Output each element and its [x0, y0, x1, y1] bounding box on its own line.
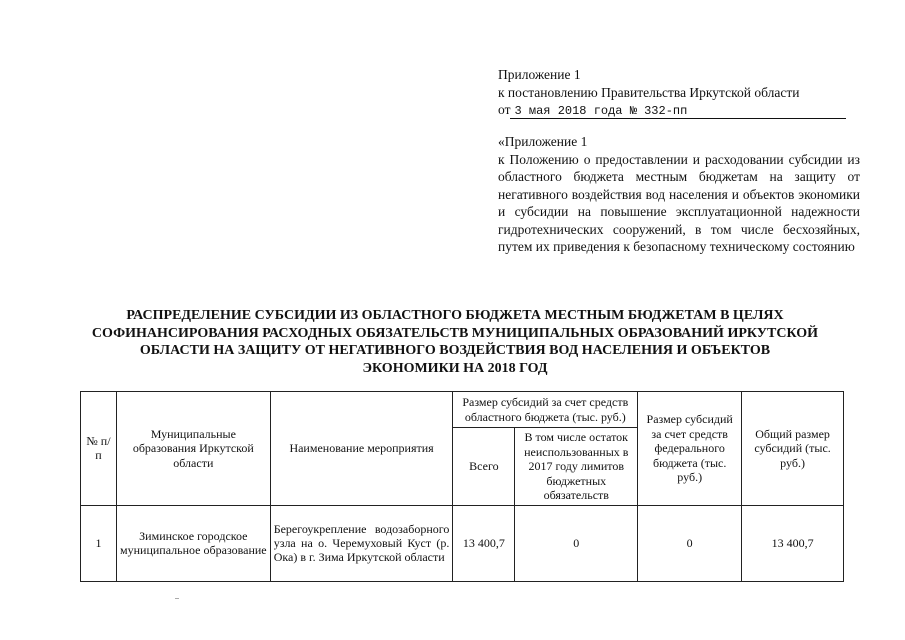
header-num: № п/п — [81, 392, 117, 506]
header-regional: Размер субсидий за счет средств областного бюджета (тыс. руб.) — [453, 392, 638, 428]
header-federal: Размер субсидий за счет средств федерального бюджета (тыс. руб.) — [638, 392, 742, 506]
resolution-date-prefix: от — [498, 102, 511, 117]
resolution-date-line — [498, 101, 860, 119]
appendix-quote-heading: «Приложение 1 — [498, 134, 588, 149]
resolution-date-value: 3 мая 2018 года № 332-пп — [510, 104, 846, 119]
header-measure: Наименование мероприятия — [270, 392, 453, 506]
header-regional-total: Всего — [453, 428, 515, 506]
cell-num: 1 — [81, 505, 117, 581]
appendix-header — [498, 66, 860, 119]
appendix-quote-body: к Положению о предоставлении и расходовании субсидии из областного бюджета местным бюджетам на защиту от негативного воздействия вод населения и объектов экономики и субсидии на повышение эксплуатационной надежности гидротехнических сооружений, в том числе бесхозяйных, путем их приведения к безопасному техническому состоянию — [498, 151, 860, 254]
subsidy-distribution-table — [80, 391, 844, 582]
cell-regional-remainder: 0 — [515, 505, 638, 581]
scan-speck — [175, 598, 179, 599]
header-regional-remainder: В том числе остаток неиспользованных в 2017 году лимитов бюджетных обязательств — [515, 428, 638, 506]
cell-federal: 0 — [638, 505, 742, 581]
appendix-quote — [498, 133, 860, 256]
cell-regional-total: 13 400,7 — [453, 505, 515, 581]
cell-measure: Берегоукрепление водозаборного узла на о. Черемуховый Куст (р. Ока) в г. Зима Иркутской области — [270, 505, 453, 581]
header-municipality: Муниципальные образования Иркутской области — [116, 392, 270, 506]
cell-total: 13 400,7 — [742, 505, 844, 581]
header-total: Общий размер субсидий (тыс. руб.) — [742, 392, 844, 506]
appendix-header-line1: Приложение 1 — [498, 67, 581, 82]
document-title: РАСПРЕДЕЛЕНИЕ СУБСИДИИ ИЗ ОБЛАСТНОГО БЮДЖЕТА МЕСТНЫМ БЮДЖЕТАМ В ЦЕЛЯХ СОФИНАНСИРОВАНИЯ РАСХОДНЫХ ОБЯЗАТЕЛЬСТВ МУНИЦИПАЛЬНЫХ ОБРАЗОВАНИЙ ИРКУТСКОЙ ОБЛАСТИ НА ЗАЩИТУ ОТ НЕГАТИВНОГО ВОЗДЕЙСТВИЯ ВОД НАСЕЛЕНИЯ И ОБЪЕКТОВ ЭКОНОМИКИ НА 2018 ГОД — [91, 308, 819, 376]
appendix-header-line2: к постановлению Правительства Иркутской области — [498, 84, 800, 100]
table-row — [81, 505, 844, 581]
table-header-row — [81, 392, 844, 428]
cell-municipality: Зиминское городское муниципальное образование — [116, 505, 270, 581]
